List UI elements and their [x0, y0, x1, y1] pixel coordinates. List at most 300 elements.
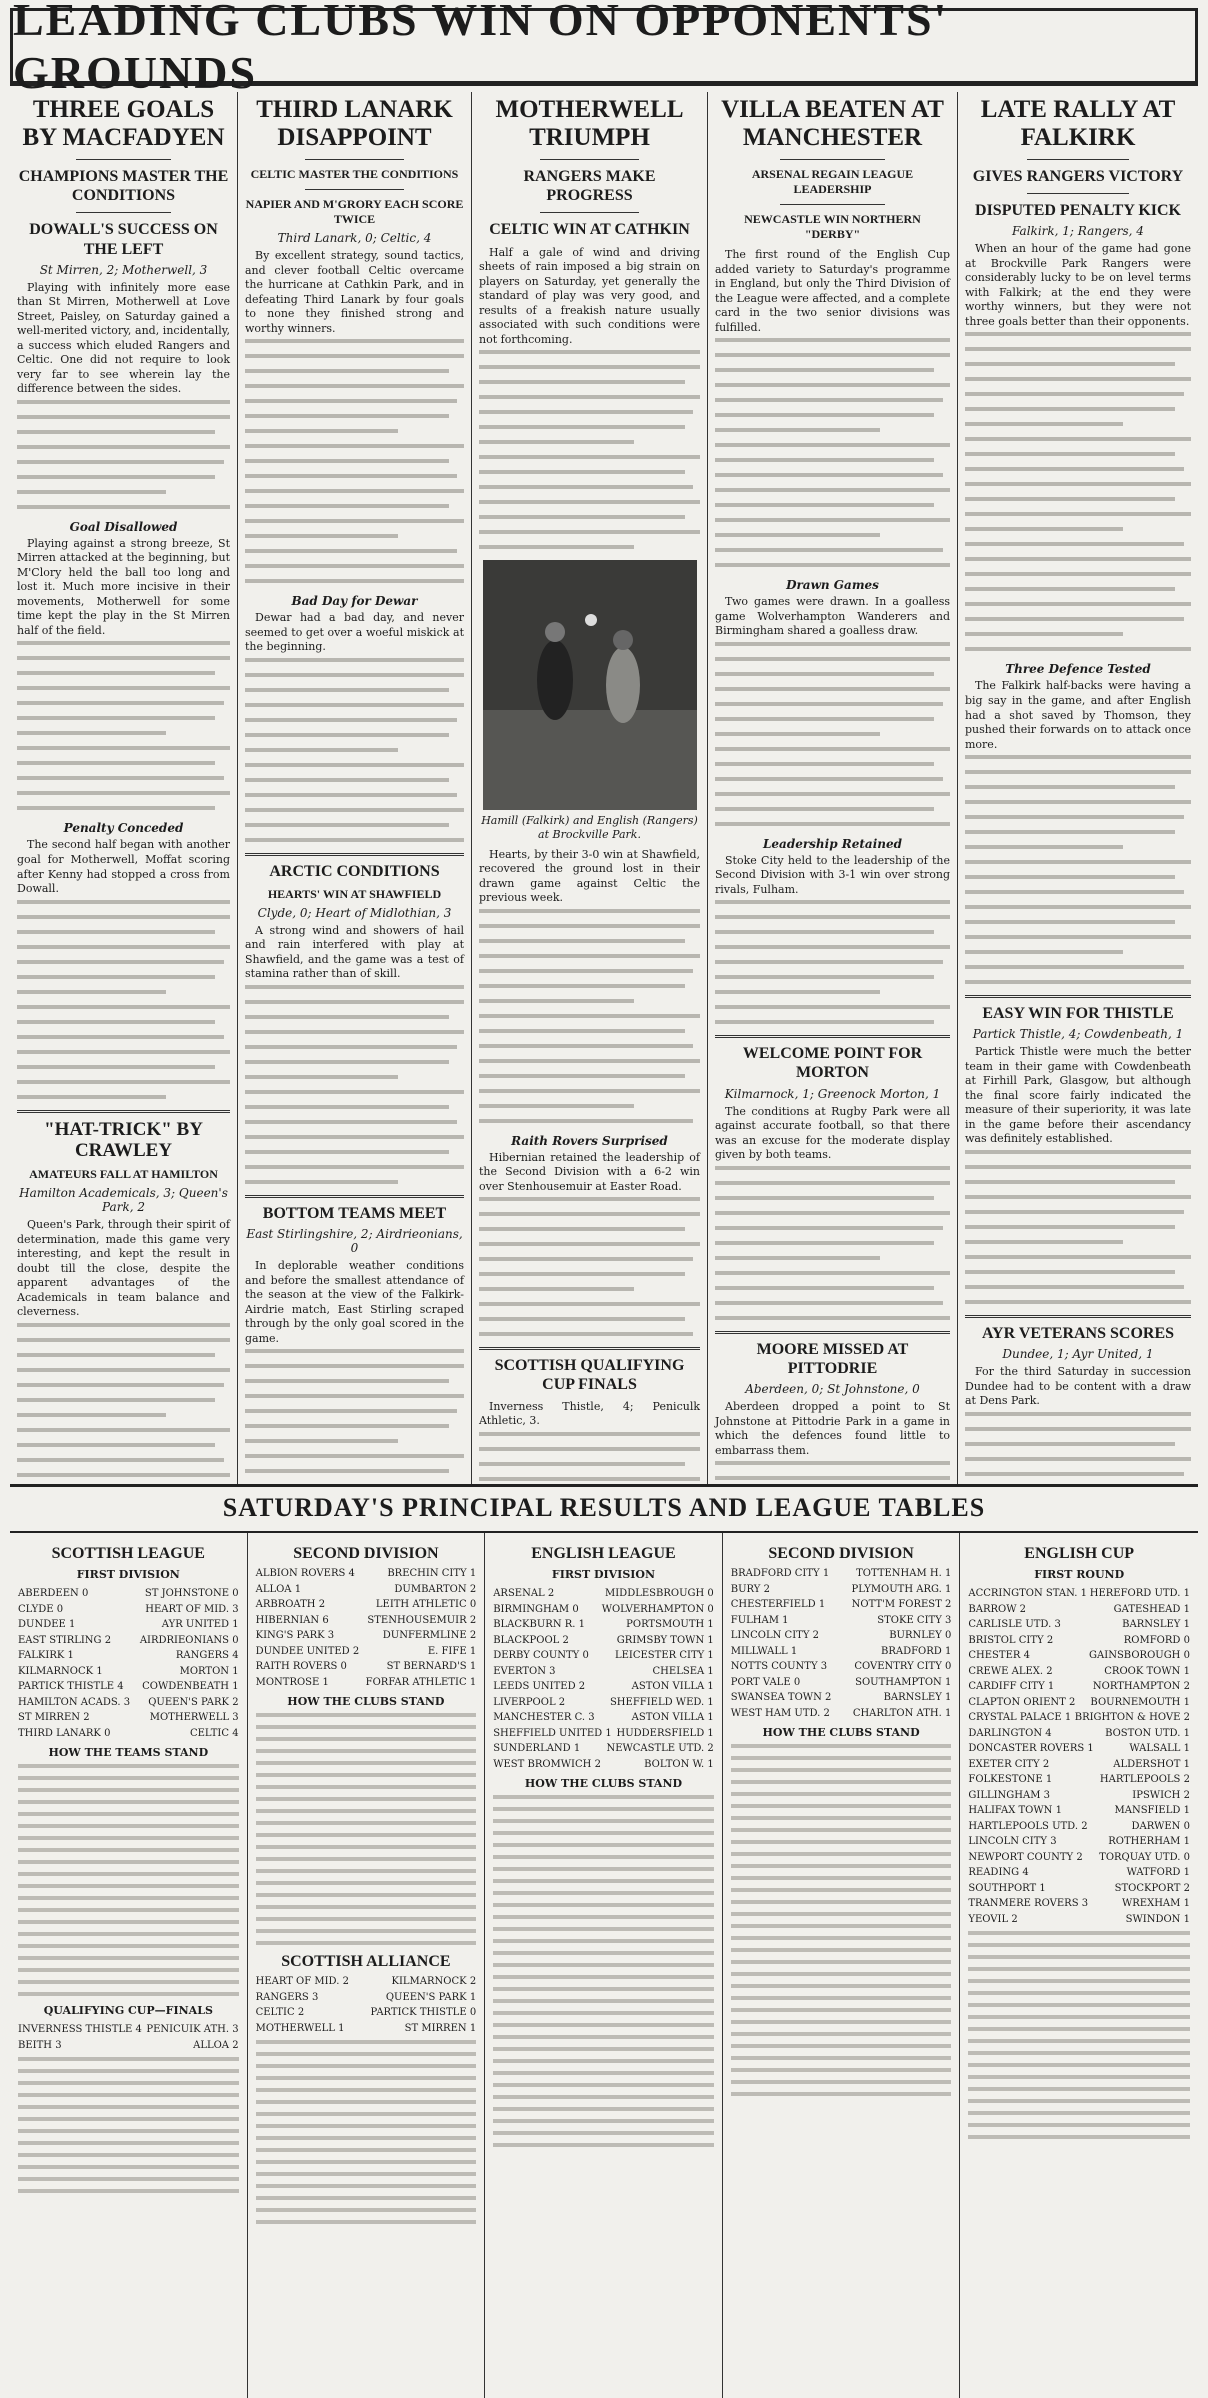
- away-side: [145, 1586, 239, 1602]
- article-separator: [479, 1347, 700, 1350]
- home-team: MONTROSE: [255, 1676, 320, 1688]
- article-paragraph: The first round of the English Cup added variety to Saturday's programme in England, but only the Third Division of the League were affected, and a complete card in the two senior divisions was fulfilled.: [715, 248, 950, 334]
- away-score: 1: [945, 1568, 952, 1579]
- result-row: [18, 2022, 239, 2038]
- table-subtitle: FIRST DIVISION: [551, 1568, 656, 1581]
- home-team: CLYDE: [18, 1603, 54, 1615]
- result-row: [731, 1690, 952, 1706]
- article-separator: [245, 853, 464, 856]
- article-paragraph: Playing against a strong breeze, St Mirren attacked at the beginning, but M'Clory held the ball too long and lost it. Much more incisive in their movements, Motherwell for some time kept the play in the St Mirren half of the field.: [17, 536, 230, 637]
- home-score: 1: [1064, 1712, 1072, 1723]
- away-side: [140, 1633, 239, 1649]
- away-team: ASTON VILLA: [631, 1712, 705, 1723]
- result-row: [18, 1617, 239, 1633]
- result-row: [968, 1664, 1190, 1680]
- away-score: 2: [1183, 1882, 1190, 1894]
- away-team: NOTT'M FOREST: [851, 1599, 942, 1610]
- table-title: SCOTTISH ALLIANCE: [281, 1953, 451, 1970]
- away-side: [881, 1644, 951, 1660]
- match-score: Aberdeen, 0; St Johnstone, 0: [745, 1382, 920, 1396]
- home-score: 3: [1043, 1789, 1051, 1801]
- away-side: [615, 1648, 714, 1664]
- home-side: [256, 1582, 302, 1598]
- away-team: MOTHERWELL: [149, 1712, 230, 1723]
- article-text-continued: [17, 400, 230, 509]
- away-team: MORTON: [179, 1665, 230, 1677]
- match-score: Clyde, 0; Heart of Midlothian, 3: [257, 905, 452, 920]
- away-score: 2: [232, 2039, 239, 2051]
- article-paragraph: Stoke City held to the leadership of the Second Division with 3-1 win over strong rivals, Fulham.: [715, 853, 950, 896]
- home-side: [968, 1664, 1052, 1680]
- result-row: [968, 1834, 1190, 1850]
- home-score: 1: [338, 2022, 345, 2034]
- away-score: 1: [707, 1712, 714, 1723]
- table-subtitle: FIRST DIVISION: [76, 1568, 180, 1581]
- away-side: [1093, 1679, 1190, 1695]
- away-side: [853, 1706, 952, 1722]
- page-banner: LEADING CLUBS WIN ON OPPONENTS' GROUNDS: [10, 8, 1198, 86]
- away-team: ST MIRREN: [404, 2022, 467, 2034]
- article-headline: MOTHERWELL TRIUMPH: [495, 96, 684, 151]
- away-side: [148, 1695, 238, 1711]
- home-team: SWANSEA TOWN: [730, 1692, 822, 1703]
- article-paragraph: For the third Saturday in succession Dundee had to be content with a draw at Dens Park.: [965, 1365, 1191, 1408]
- result-row: [18, 1648, 239, 1664]
- home-score: 2: [558, 1696, 566, 1708]
- away-score: 1: [232, 1681, 239, 1692]
- away-side: [1129, 1741, 1190, 1757]
- table-subtitle: HOW THE CLUBS STAND: [762, 1726, 920, 1739]
- away-score: 1: [945, 1707, 952, 1719]
- results-list: [493, 1586, 714, 1772]
- home-team: KING'S PARK: [255, 1630, 325, 1641]
- away-side: [856, 1566, 951, 1582]
- article-column-3: [472, 92, 708, 1484]
- home-score: 2: [1046, 1634, 1054, 1646]
- away-team: KILMARNOCK: [391, 1976, 467, 1987]
- section-subhead: Raith Rovers Surprised: [511, 1133, 668, 1148]
- home-side: [493, 1695, 565, 1711]
- article-subheadline: GIVES RANGERS VICTORY: [972, 168, 1184, 185]
- away-side: [387, 1566, 476, 1582]
- away-score: 1: [707, 1665, 714, 1677]
- home-score: 1: [1055, 1805, 1062, 1816]
- result-row: [968, 1819, 1190, 1835]
- article-subheadline: ARSENAL REGAIN LEAGUE LEADERSHIP: [751, 167, 914, 196]
- home-team: BURY: [730, 1583, 761, 1595]
- away-team: RANGERS: [175, 1650, 230, 1661]
- article-paragraph: Inverness Thistle, 4; Peniculk Athletic, 3.: [479, 1399, 700, 1428]
- home-team: WEST HAM UTD.: [730, 1707, 821, 1719]
- away-side: [1089, 1648, 1190, 1664]
- home-score: 2: [1042, 1758, 1050, 1770]
- home-team: BLACKBURN R.: [493, 1619, 576, 1630]
- away-score: 2: [945, 1599, 952, 1610]
- home-score: 1: [69, 1619, 76, 1630]
- results-list: [256, 1566, 477, 1690]
- results-list: [968, 1586, 1190, 1927]
- away-score: 1: [469, 1645, 477, 1657]
- article-text-continued: [965, 755, 1191, 984]
- home-score: 1: [822, 1568, 830, 1579]
- away-team: SHEFFIELD WED.: [609, 1696, 705, 1708]
- result-row: [731, 1613, 952, 1629]
- away-score: 2: [1183, 1789, 1190, 1801]
- home-side: [731, 1628, 819, 1644]
- home-team: CHESTERFIELD: [730, 1599, 816, 1610]
- home-score: 1: [818, 1599, 826, 1610]
- result-row: [731, 1644, 952, 1660]
- away-side: [145, 1602, 238, 1618]
- home-team: EVERTON: [493, 1665, 546, 1677]
- article-paragraph: By excellent strategy, sound tactics, and clever football Celtic overcame the hurricane at Cathkin Park, and in defeating Third Lanark by four goals to none they finished strong and worthy winners.: [245, 249, 464, 335]
- result-row: [968, 1881, 1190, 1897]
- article-text-continued: [17, 1323, 230, 1484]
- result-row: [493, 1664, 714, 1680]
- away-score: 4: [232, 1650, 239, 1661]
- home-score: 1: [782, 1614, 789, 1626]
- home-side: [256, 1974, 349, 1990]
- home-side: [731, 1644, 797, 1660]
- article-text-continued: [479, 1197, 700, 1336]
- results-list: [18, 1586, 239, 1741]
- league-standings: [256, 2040, 477, 2224]
- divider: [780, 159, 886, 160]
- home-score: 2: [812, 1630, 819, 1641]
- home-team: ALLOA: [255, 1583, 292, 1595]
- away-team: DUMBARTON: [394, 1583, 467, 1595]
- home-team: ACCRINGTON STAN.: [968, 1588, 1078, 1599]
- article-text-continued: [245, 658, 464, 842]
- away-side: [626, 1617, 714, 1633]
- away-score: 3: [232, 2024, 239, 2035]
- home-score: 3: [123, 1696, 131, 1708]
- home-score: 1: [578, 1619, 586, 1630]
- away-side: [632, 1679, 714, 1695]
- home-side: [493, 1726, 612, 1742]
- home-team: HEART OF MID.: [255, 1976, 340, 1987]
- home-team: ARSENAL: [493, 1588, 545, 1599]
- article-subheadline: AMATEURS FALL AT HAMILTON: [29, 1167, 218, 1182]
- home-team: BRADFORD CITY: [730, 1568, 820, 1579]
- away-score: 1: [1183, 1696, 1190, 1708]
- result-row: [18, 1664, 239, 1680]
- article-text-continued: [17, 900, 230, 1099]
- home-score: 4: [1045, 1727, 1052, 1739]
- away-score: 2: [469, 1976, 477, 1987]
- away-team: DUNFERMLINE: [382, 1630, 467, 1641]
- away-team: MIDDLESBROUGH: [604, 1588, 705, 1599]
- table-title: SCOTTISH LEAGUE: [51, 1545, 205, 1562]
- home-score: 2: [578, 1681, 586, 1692]
- home-side: [731, 1675, 800, 1691]
- home-team: LEEDS UNITED: [493, 1681, 576, 1692]
- home-team: HIBERNIAN: [255, 1614, 320, 1626]
- away-score: 1: [707, 1619, 714, 1630]
- result-row: [731, 1706, 952, 1722]
- home-side: [18, 2038, 62, 2054]
- away-side: [653, 1664, 714, 1680]
- away-team: BOURNEMOUTH: [1090, 1696, 1181, 1708]
- article-text-continued: [965, 1412, 1191, 1484]
- article-subheadline: CELTIC WIN AT CATHKIN: [489, 221, 690, 239]
- home-score: 1: [573, 1743, 581, 1754]
- league-standings: [968, 1931, 1190, 2139]
- home-team: MILLWALL: [730, 1645, 788, 1657]
- article-paragraph: Queen's Park, through their spirit of determination, made this game very interesting, and kept the result in doubt till the close, despite the apparent advantages of the Academicals in team balance and cleverness.: [17, 1218, 230, 1319]
- article-text-continued: [715, 900, 950, 1024]
- article-column-5: [958, 92, 1198, 1484]
- result-row: [731, 1582, 952, 1598]
- article-headline: MOORE MISSED AT PITTODRIE: [756, 1340, 909, 1377]
- home-side: [968, 1865, 1028, 1881]
- results-column-4: [723, 1533, 961, 2398]
- table-title: SECOND DIVISION: [768, 1545, 914, 1562]
- away-score: 2: [1183, 1774, 1190, 1785]
- match-score: Kilmarnock, 1; Greenock Morton, 1: [724, 1086, 941, 1101]
- home-score: 1: [1047, 1681, 1055, 1692]
- home-team: FOLKESTONE: [968, 1774, 1043, 1785]
- away-team: ASTON VILLA: [631, 1681, 705, 1692]
- home-team: LINCOLN CITY: [968, 1836, 1048, 1847]
- result-row: [18, 1710, 239, 1726]
- home-team: BIRMINGHAM: [493, 1603, 570, 1615]
- away-team: WALSALL: [1129, 1743, 1181, 1754]
- away-team: ST JOHNSTONE: [144, 1588, 230, 1599]
- home-score: 2: [1011, 1913, 1018, 1925]
- away-team: BRIGHTON & HOVE: [1074, 1712, 1181, 1723]
- article-paragraph: The conditions at Rugby Park were all against accurate football, so that there was an excuse for the moderate display given by both teams.: [715, 1104, 950, 1162]
- result-row: [18, 1633, 239, 1649]
- home-score: 2: [1081, 1820, 1088, 1832]
- article-paragraph: The second half began with another goal for Motherwell, Moffat scoring after Kenny had stopped a cross from Dowall.: [17, 838, 230, 896]
- away-score: 2: [232, 1696, 239, 1708]
- away-team: TORQUAY UTD.: [1099, 1851, 1181, 1863]
- table-title: SECOND DIVISION: [293, 1545, 439, 1562]
- home-side: [968, 1710, 1071, 1726]
- away-side: [889, 1628, 951, 1644]
- away-score: 1: [469, 1676, 477, 1688]
- home-side: [968, 1896, 1088, 1912]
- photo-caption: Hamill (Falkirk) and English (Rangers) at Brockville Park.: [481, 814, 698, 841]
- home-score: 3: [1050, 1836, 1057, 1847]
- result-row: [493, 1617, 714, 1633]
- home-side: [968, 1586, 1087, 1602]
- home-team: FALKIRK: [18, 1650, 65, 1661]
- league-standings: [18, 2057, 239, 2193]
- away-side: [1090, 1586, 1190, 1602]
- away-team: HEREFORD UTD.: [1089, 1588, 1181, 1599]
- article-headline: LATE RALLY AT FALKIRK: [980, 96, 1176, 151]
- result-row: [256, 1675, 477, 1691]
- home-team: TRANMERE ROVERS: [968, 1898, 1079, 1909]
- article-subheadline: HEARTS' WIN AT SHAWFIELD: [267, 886, 442, 901]
- away-score: 1: [707, 1758, 714, 1770]
- home-team: CLAPTON ORIENT: [968, 1696, 1066, 1708]
- home-team: EAST STIRLING: [18, 1634, 102, 1646]
- home-side: [731, 1613, 789, 1629]
- away-score: 4: [232, 1727, 239, 1739]
- home-team: GILLINGHAM: [968, 1789, 1041, 1801]
- result-row: [256, 2005, 477, 2021]
- away-score: 1: [469, 2022, 477, 2034]
- away-score: 1: [1183, 1743, 1190, 1754]
- home-side: [256, 1628, 335, 1644]
- article-paragraph: Aberdeen dropped a point to St Johnstone at Pittodrie Park in a game in which the defences found little to embarrass them.: [715, 1400, 950, 1457]
- result-row: [731, 1675, 952, 1691]
- table-subtitle: FIRST ROUND: [1034, 1568, 1125, 1581]
- away-team: FORFAR ATHLETIC: [365, 1676, 467, 1688]
- section-subhead: Goal Disallowed: [69, 519, 178, 534]
- home-score: 4: [1022, 1867, 1029, 1878]
- result-row: [256, 1613, 477, 1629]
- divider: [305, 159, 404, 160]
- match-score: Hamilton Academicals, 3; Queen's Park, 2: [19, 1186, 228, 1215]
- table-title: ENGLISH LEAGUE: [531, 1545, 676, 1562]
- article-text-continued: [245, 985, 464, 1184]
- away-score: 1: [1183, 1727, 1190, 1739]
- home-team: MANCHESTER C.: [493, 1712, 586, 1723]
- away-side: [193, 2038, 239, 2054]
- article-headline: VILLA BEATEN AT MANCHESTER: [721, 96, 944, 151]
- away-side: [602, 1602, 714, 1618]
- result-row: [968, 1850, 1190, 1866]
- result-row: [256, 1566, 477, 1582]
- home-score: 2: [825, 1692, 832, 1703]
- away-side: [1122, 1896, 1190, 1912]
- result-row: [968, 1865, 1190, 1881]
- home-team: SOUTHPORT: [968, 1882, 1037, 1894]
- away-side: [1126, 1912, 1190, 1928]
- home-side: [256, 2021, 345, 2037]
- away-side: [1127, 1865, 1190, 1881]
- result-row: [968, 1695, 1190, 1711]
- away-side: [852, 1597, 952, 1613]
- home-side: [18, 1648, 74, 1664]
- away-score: 0: [1183, 1820, 1190, 1832]
- away-score: 1: [945, 1676, 952, 1688]
- home-score: 6: [322, 1614, 329, 1626]
- home-side: [968, 1679, 1054, 1695]
- away-team: PORTSMOUTH: [626, 1619, 705, 1630]
- away-score: 1: [707, 1696, 714, 1708]
- home-side: [18, 1602, 63, 1618]
- home-score: 2: [1069, 1696, 1076, 1708]
- home-team: DUNDEE UNITED: [255, 1645, 350, 1657]
- home-team: SHEFFIELD UNITED: [493, 1727, 603, 1739]
- match-photo: [483, 560, 697, 810]
- away-team: WREXHAM: [1121, 1898, 1181, 1909]
- away-score: 1: [1183, 1758, 1190, 1770]
- away-team: ROMFORD: [1123, 1634, 1181, 1646]
- home-score: 0: [793, 1676, 801, 1688]
- away-team: QUEEN'S PARK: [148, 1696, 230, 1708]
- away-side: [617, 1726, 714, 1742]
- away-score: 0: [469, 2007, 477, 2018]
- table-title: ENGLISH CUP: [1024, 1545, 1135, 1562]
- result-row: [493, 1710, 714, 1726]
- article-text-continued: [715, 642, 950, 826]
- article-headline: ARCTIC CONDITIONS: [269, 862, 440, 880]
- home-side: [493, 1710, 594, 1726]
- away-score: 2: [1183, 1712, 1190, 1723]
- away-team: SWINDON: [1125, 1913, 1181, 1925]
- result-row: [18, 1586, 239, 1602]
- home-side: [968, 1881, 1045, 1897]
- home-side: [731, 1690, 832, 1706]
- away-side: [405, 2021, 477, 2037]
- away-team: STENHOUSEMUIR: [367, 1614, 467, 1626]
- home-side: [18, 1617, 75, 1633]
- away-team: PLYMOUTH ARG.: [851, 1583, 942, 1595]
- away-score: 1: [1183, 1805, 1190, 1816]
- article-paragraph: Dewar had a bad day, and never seemed to get over a woeful miskick at the beginning.: [245, 611, 464, 654]
- home-score: 0: [104, 1727, 111, 1739]
- away-score: 1: [707, 1681, 714, 1692]
- home-score: 2: [562, 1634, 569, 1646]
- away-team: COVENTRY CITY: [854, 1661, 942, 1672]
- section-subhead: Bad Day for Dewar: [291, 594, 418, 609]
- home-side: [256, 1990, 319, 2006]
- home-side: [731, 1659, 827, 1675]
- home-team: HALIFAX TOWN: [968, 1805, 1053, 1816]
- away-team: CELTIC: [189, 1727, 230, 1739]
- home-team: DARLINGTON: [968, 1727, 1043, 1739]
- away-team: BOLTON W.: [644, 1758, 705, 1770]
- home-score: 0: [81, 1588, 89, 1599]
- away-side: [1104, 1664, 1190, 1680]
- away-side: [387, 1659, 477, 1675]
- result-row: [731, 1659, 952, 1675]
- result-row: [493, 1679, 714, 1695]
- home-side: [256, 1597, 325, 1613]
- home-score: 1: [1039, 1882, 1046, 1894]
- divider: [780, 204, 886, 205]
- home-side: [968, 1819, 1087, 1835]
- result-row: [731, 1566, 952, 1582]
- home-score: 2: [83, 1712, 90, 1723]
- home-side: [18, 1695, 130, 1711]
- home-side: [968, 1803, 1062, 1819]
- home-side: [18, 1710, 90, 1726]
- article-text-continued: [479, 909, 700, 1123]
- article-paragraph: Two games were drawn. In a goalless game Wolverhampton Wanderers and Birmingham shared a goalless draw.: [715, 595, 950, 638]
- away-side: [877, 1613, 951, 1629]
- article-separator: [715, 1035, 950, 1038]
- home-team: CHESTER: [968, 1650, 1021, 1661]
- away-side: [644, 1757, 714, 1773]
- results-column-2: [248, 1533, 486, 2398]
- home-score: 3: [549, 1665, 556, 1677]
- home-team: EXETER CITY: [968, 1758, 1040, 1770]
- away-team: HEART OF MID.: [145, 1603, 230, 1615]
- table-subtitle: HOW THE CLUBS STAND: [524, 1777, 683, 1790]
- away-score: 1: [707, 1727, 714, 1739]
- away-side: [1113, 1757, 1190, 1773]
- away-score: 1: [945, 1692, 952, 1703]
- result-row: [968, 1586, 1190, 1602]
- article-separator: [245, 1195, 464, 1198]
- home-side: [493, 1664, 555, 1680]
- away-side: [1115, 1881, 1190, 1897]
- home-team: DUNDEE: [18, 1619, 66, 1630]
- home-score: 0: [56, 1603, 64, 1615]
- away-side: [180, 1664, 239, 1680]
- home-team: FULHAM: [730, 1614, 779, 1626]
- away-side: [392, 1974, 477, 1990]
- results-column-5: [960, 1533, 1198, 2398]
- away-team: BARNSLEY: [1122, 1619, 1181, 1630]
